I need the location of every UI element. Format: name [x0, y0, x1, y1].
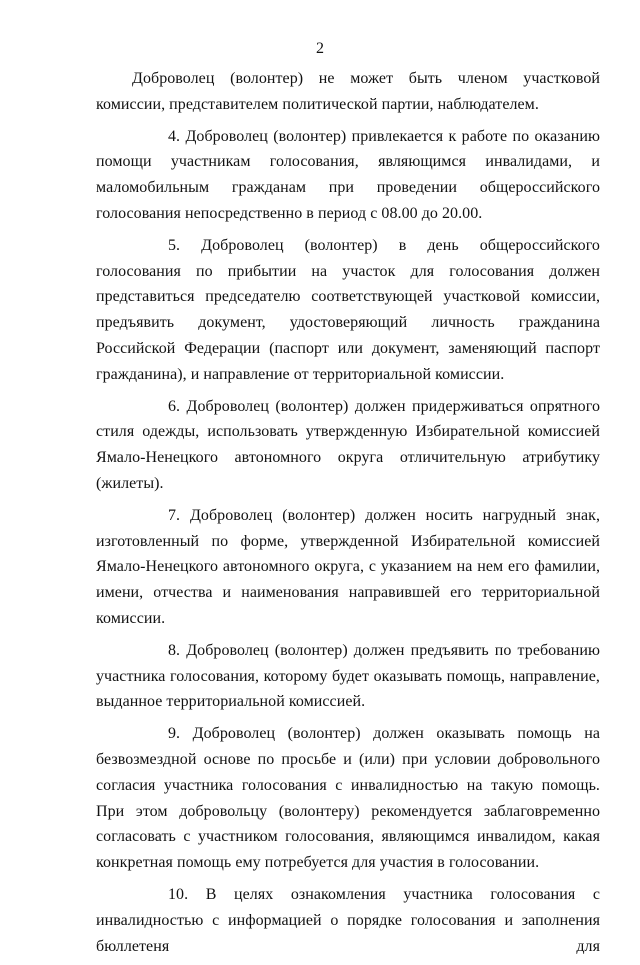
paragraph-6 [96, 394, 600, 497]
paragraph-number: 10. [168, 885, 189, 903]
paragraph-text: Доброволец (волонтер) привлекается к работе по оказанию помощи участникам голосования, являющимся инвалидами, и маломобильным гражданам при проведении общероссийского голосования непосредственно в период с 08.00 до 20.00. [96, 127, 600, 222]
paragraph-text: Доброволец (волонтер) должен предъявить по требованию участника голосования, которому будет оказывать помощь, направление, выданное территориальной комиссией. [96, 641, 600, 711]
paragraph-4 [96, 124, 600, 227]
paragraph-text: Доброволец (волонтер) должен оказывать помощь на безвозмездной основе по просьбе и (или) при условии добровольного согласия участника голосования с инвалидностью на такую помощь. При этом добровольцу (волонтеру) рекомендуется заблаговременно согласовать с участником голосования, являющимся инвалидом, какая конкретная помощь ему потребуется для участия в голосовании. [96, 725, 600, 872]
paragraph-5 [96, 233, 600, 388]
paragraph-number: 6. [168, 397, 181, 415]
paragraph-9 [96, 721, 600, 876]
paragraph-number: 5. [168, 236, 181, 254]
paragraph-text: Доброволец (волонтер) в день общероссийского голосования по прибытии на участок для голосования должен представиться председателю соответствующей участковой комиссии, предъявить документ, удостоверяющий личность гражданина Российской Федерации (паспорт или документ, заменяющий паспорт гражданина), и направление от территориальной комиссии. [96, 236, 600, 383]
paragraph-number: 7. [168, 506, 181, 524]
paragraph-number: 8. [168, 641, 181, 659]
paragraph-text: Доброволец (волонтер) должен носить нагрудный знак, изготовленный по форме, утвержденной Избирательной комиссией Ямало-Ненецкого автономного округа, с указанием на нем его фамилии, имени, отчества и наименования направившей его территориальной комиссии. [96, 506, 600, 627]
paragraph-text: Доброволец (волонтер) должен придерживаться опрятного стиля одежды, использовать утвержденную Избирательной комиссией Ямало-Ненецкого автономного округа отличительную атрибутику (жилеты). [96, 397, 600, 492]
document-body [96, 66, 600, 965]
paragraph-number: 4. [168, 127, 181, 145]
paragraph-8 [96, 638, 600, 715]
paragraph-7 [96, 503, 600, 632]
paragraph-number: 9. [168, 725, 181, 743]
page-number: 2 [316, 40, 324, 57]
paragraph-text: Доброволец (волонтер) не может быть членом участковой комиссии, представителем политической партии, наблюдателем. [96, 70, 600, 113]
paragraph-text: В целях ознакомления участника голосования с инвалидностью с информацией о порядке голосования и заполнения бюллетеня для [96, 885, 600, 955]
paragraph-10 [96, 882, 600, 959]
paragraph-3-continuation [96, 66, 600, 118]
